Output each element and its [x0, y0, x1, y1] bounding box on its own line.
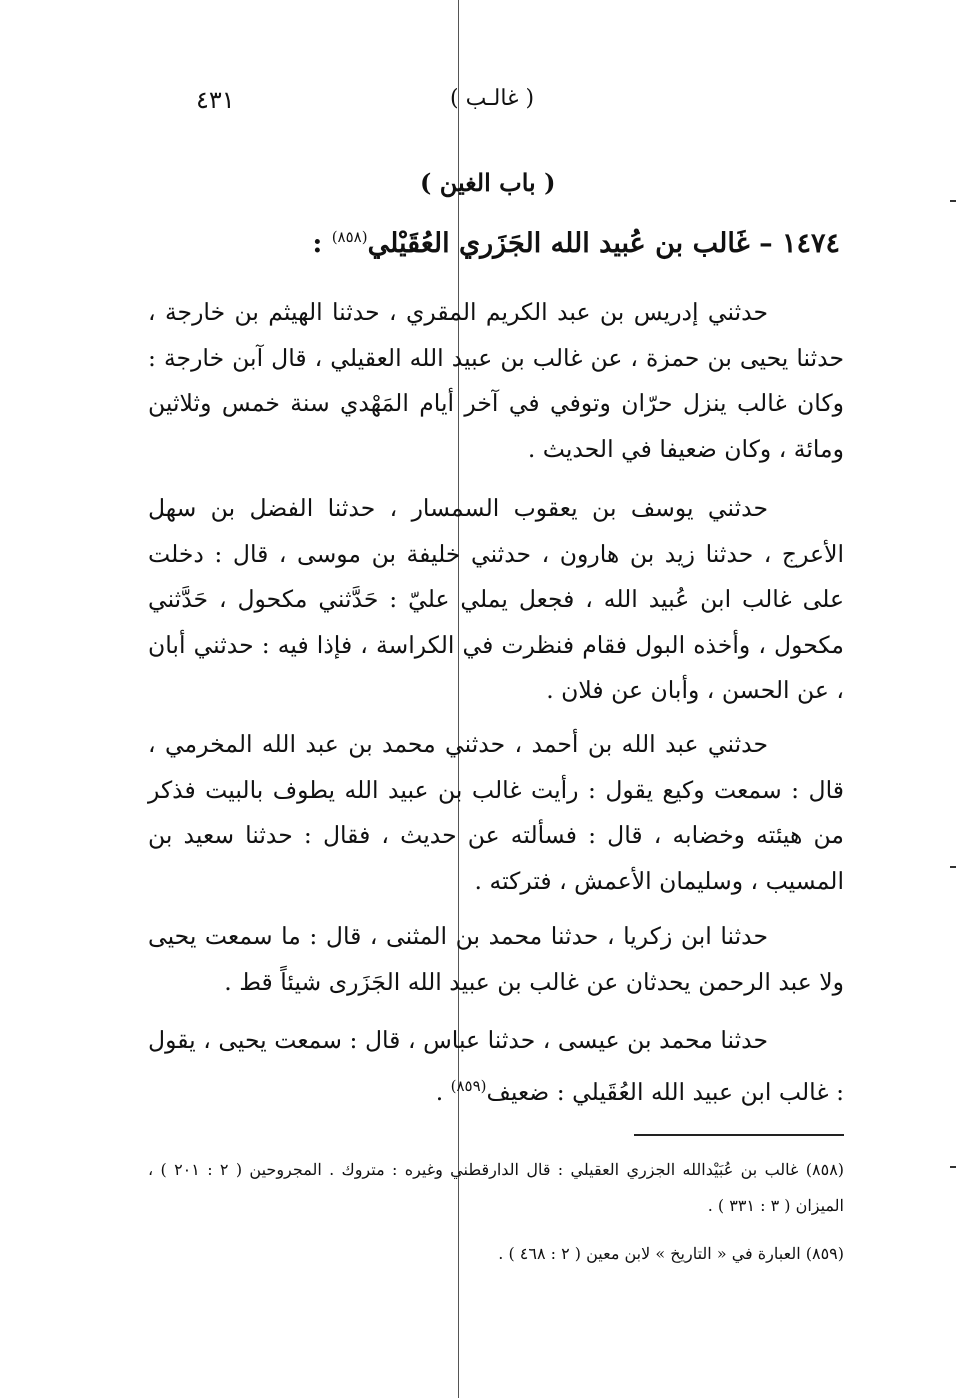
paragraph-4: حدثنا ابن زكريا ، حدثنا محمد بن المثنى ، قال : ما سمعت يحيى ولا عبد الرحمن يحدثان عن غالب بن عبيد الله الجَزَرى شيئاً قط . [148, 922, 844, 996]
paragraph-5 [148, 1018, 844, 1115]
body-paragraph [148, 290, 844, 472]
paragraph-1: حدثني إدريس بن عبد الكريم المقري ، حدثنا الهيثم بن خارجة ، حدثنا يحيى بن حمزة ، عن غالب بن عبيد الله العقيلي ، قال آبن خارجة : وكان غالب ينزل حرّان وتوفي في آخر أيام المَهْدي سنة خمس وثلاثين ومائة ، وكان ضعيفا في الحديث . [148, 298, 844, 463]
footnote-ref: (٨٥٨) [331, 228, 368, 246]
paragraph-5-text: حدثنا محمد بن عيسى ، حدثنا عباس ، قال : سمعت يحيى ، يقول : غالب ابن عبيد الله العُقَيلي : ضعيف [148, 1026, 844, 1106]
entry-trailing: : [312, 228, 332, 259]
section-title: ( باب الغين ) [420, 168, 556, 197]
body-paragraph [148, 914, 844, 1005]
footnotes [148, 1236, 844, 1272]
paragraph-2: حدثني يوسف بن يعقوب السمسار ، حدثنا الفضل بن سهل الأعرج ، حدثنا زيد بن هارون ، حدثني خليفة بن موسى ، قال : دخلت على غالب ابن عُبيد الله ، فجعل يملي عليّ : حَدَّثني مكحول ، حَدَّثني مكحول ، وأخذه البول فقام فنظرت في الكراسة ، فإذا فيه : حدثني أبان ، عن الحسن ، وأبان عن فلان . [148, 494, 844, 704]
body-paragraph [148, 486, 844, 714]
footnote-858: (٨٥٨) غالب بن عُبَيْدالله الجزري العقيلي : قال الدارقطني وغيره : متروك . المجروحين ( ٢ : ٢٠١ ) ، الميزان ( ٣ : ٣٣١ ) . [148, 1160, 845, 1215]
paragraph-5-end: . [435, 1077, 451, 1106]
footnote-ref: (٨٥٩) [450, 1076, 487, 1095]
footnotes [148, 1152, 844, 1224]
body-paragraph [148, 722, 844, 904]
running-head: ( غالـب ) [450, 86, 535, 111]
paragraph-3: حدثني عبد الله بن أحمد ، حدثني محمد بن عبد الله المخرمي ، قال : سمعت وكيع يقول : رأيت غالب بن عبيد الله يطوف بالبيت فذكر من هيئته وخضابه ، قال : فسألته عن حديث ، فقال : حدثنا سعيد بن المسيب ، وسليمان الأعمش ، فتركته . [148, 730, 844, 895]
body-paragraph [148, 1018, 844, 1115]
footnote-divider [634, 1134, 844, 1136]
edge-mark [950, 200, 956, 202]
entry-name: ١٤٧٤ – غَالب بن عُبيد الله الجَزَري العُقَيْلي [367, 228, 840, 259]
edge-mark [950, 1166, 956, 1168]
edge-mark [950, 866, 956, 868]
page-number: ٤٣١ [196, 86, 235, 114]
entry-title [312, 228, 840, 259]
footnote-859: (٨٥٩) العبارة في « التاريخ » لابن معين ( ٢ : ٤٦٨ ) . [498, 1244, 844, 1263]
